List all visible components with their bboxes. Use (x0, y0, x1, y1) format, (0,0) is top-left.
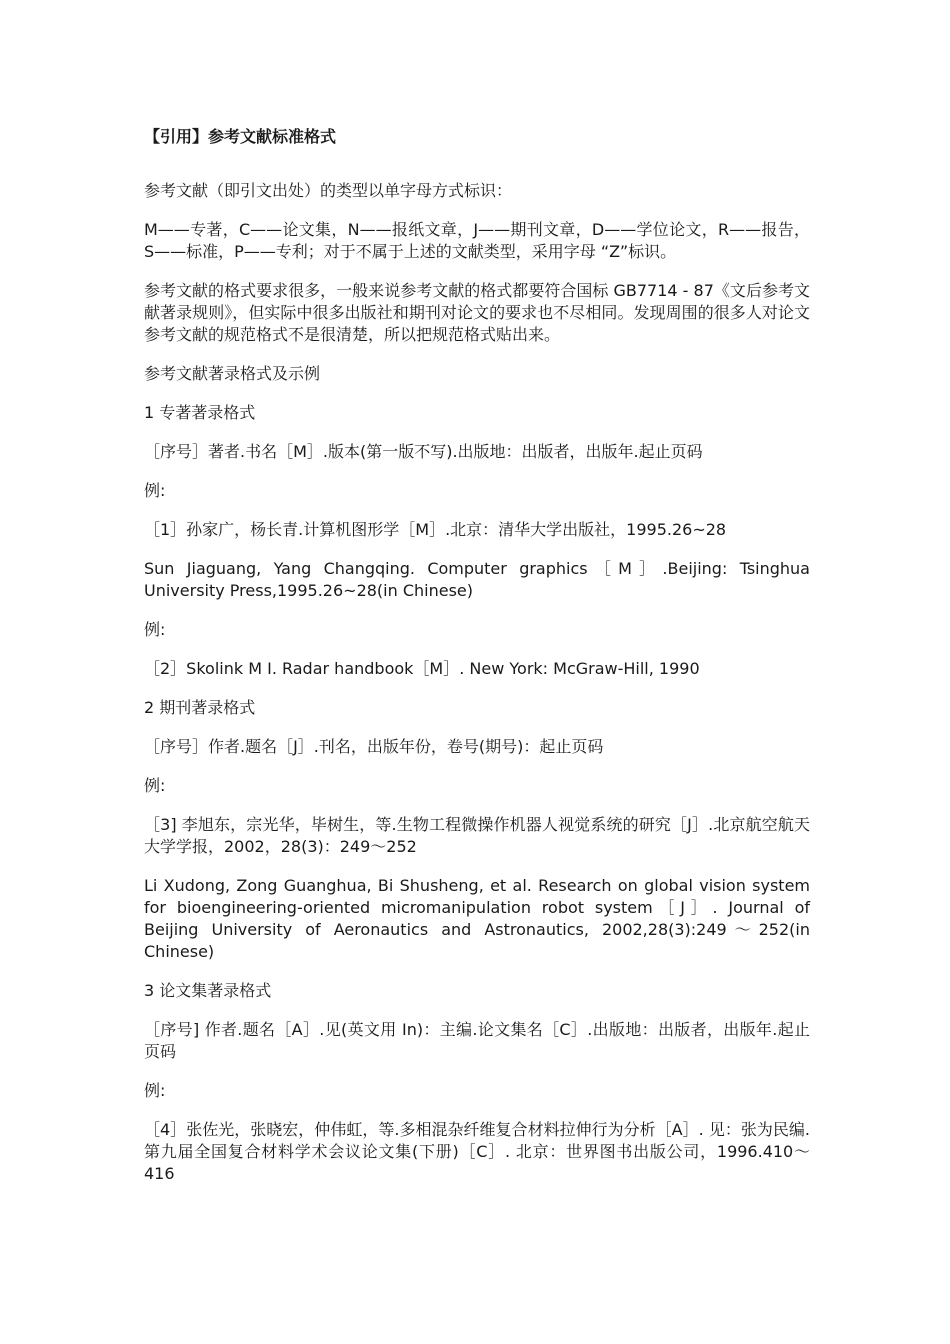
paragraph-format-note: 参考文献的格式要求很多，一般来说参考文献的格式都要符合国标 GB7714 - 87《文后参考文献著录规则》，但实际中很多出版社和期刊对论文的要求也不尽相同。发现周围的很多人对论文参考文献的规范格式不是很清楚，所以把规范格式贴出来。 (144, 281, 810, 344)
reference-example: ［1］孙家广，杨长青.计算机图形学［M］.北京：清华大学出版社，1995.26~28 (144, 520, 727, 539)
document-title: 【引用】参考文献标准格式 (144, 127, 337, 146)
paragraph-type-intro: 参考文献（即引文出处）的类型以单字母方式标识： (144, 181, 513, 200)
reference-example: ［3] 李旭东，宗光华，毕树生，等.生物工程微操作机器人视觉系统的研究［J］.北京航空航天大学学报，2002，28(3)：249～252 (144, 815, 810, 856)
reference-example-english: Sun Jiaguang, Yang Changqing. Computer graphics［M］.Beijing: Tsinghua University Press,1995.26~28(in Chinese) (144, 559, 810, 600)
document-page (144, 124, 810, 1202)
section-heading-proceedings: 3 论文集著录格式 (144, 981, 272, 1000)
reference-example-english: Li Xudong, Zong Guanghua, Bi Shusheng, et al. Research on global vision system for bioengineering-oriented micromanipulation robot system［J］. Journal of Beijing University of Aeronautics and Astronautics, 2002,28(3):249～252(in Chinese) (144, 876, 810, 961)
example-label: 例: (144, 776, 166, 795)
example-label: 例: (144, 1081, 166, 1100)
paragraph-type-codes: M——专著，C——论文集，N——报纸文章，J——期刊文章，D——学位论文，R——报告，S——标准，P——专利；对于不属于上述的文献类型，采用字母 “Z”标识。 (144, 220, 810, 261)
section-heading-formats: 参考文献著录格式及示例 (144, 364, 321, 383)
reference-example: ［4］张佐光，张晓宏，仲伟虹，等.多相混杂纤维复合材料拉伸行为分析［A］. 见：张为民编.第九届全国复合材料学术会议论文集(下册)［C］. 北京：世界图书出版公司，1996.410～416 (144, 1120, 810, 1183)
format-template-proceedings: ［序号] 作者.题名［A］.见(英文用 In)：主编.论文集名［C］.出版地：出版者，出版年.起止页码 (144, 1020, 810, 1061)
format-template-monograph: ［序号］著者.书名［M］.版本(第一版不写).出版地：出版者，出版年.起止页码 (144, 442, 703, 461)
example-label: 例: (144, 620, 166, 639)
format-template-journal: ［序号］作者.题名［J］.刊名，出版年份，卷号(期号)：起止页码 (144, 737, 604, 756)
reference-example: ［2］Skolink M I. Radar handbook［M］. New York: McGraw-Hill, 1990 (144, 659, 700, 678)
section-heading-journal: 2 期刊著录格式 (144, 698, 256, 717)
example-label: 例: (144, 481, 166, 500)
section-heading-monograph: 1 专著著录格式 (144, 403, 256, 422)
